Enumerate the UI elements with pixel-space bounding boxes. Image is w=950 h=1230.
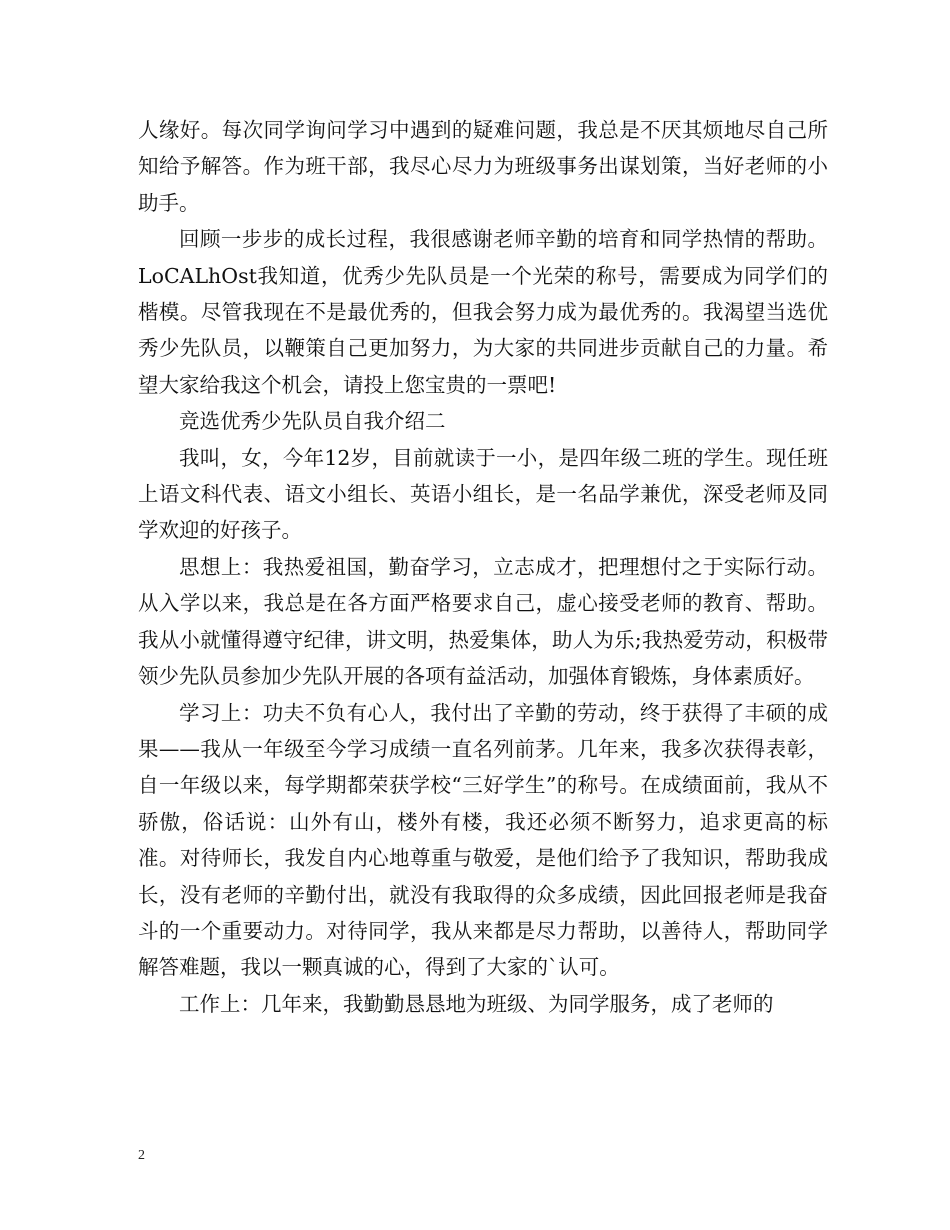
- body-text: [138, 112, 828, 1022]
- paragraph-continued: 人缘好。每次同学询问学习中遇到的疑难问题，我总是不厌其烦地尽自己所知给予解答。作为班干部，我尽心尽力为班级事务出谋划策，当好老师的小助手。: [138, 118, 828, 215]
- paragraph-study: 学习上：功夫不负有心人，我付出了辛勤的劳动，终于获得了丰硕的成果——我从一年级至今学习成绩一直名列前茅。几年来，我多次获得表彰，自一年级以来，每学期都荣获学校“三好学生”的称号。在成绩面前，我从不骄傲，俗话说：山外有山，楼外有楼，我还必须不断努力，追求更高的标准。对待师长，我发自内心地尊重与敬爱，是他们给予了我知识，帮助我成长，没有老师的辛勤付出，就没有我取得的众多成绩，因此回报老师是我奋斗的一个重要动力。对待同学，我从来都是尽力帮助，以善待人，帮助同学解答难题，我以一颗真诚的心，得到了大家的`认可。: [138, 700, 828, 980]
- paragraph-work: 工作上：几年来，我勤勤恳恳地为班级、为同学服务，成了老师的: [179, 991, 774, 1016]
- page-number: 2: [138, 1148, 145, 1163]
- paragraph-intro: 我叫，女，今年12岁，目前就读于一小，是四年级二班的学生。现任班上语文科代表、语文小组长、英语小组长，是一名品学兼优，深受老师及同学欢迎的好孩子。: [138, 445, 828, 543]
- paragraph-reflection: 回顾一步步的成长过程，我很感谢老师辛勤的培育和同学热情的帮助。LoCALhOst我知道，优秀少先队员是一个光荣的称号，需要成为同学们的楷模。尽管我现在不是最优秀的，但我会努力成为最优秀的。我渴望当选优秀少先队员，以鞭策自己更加努力，为大家的共同进步贡献自己的力量。希望大家给我这个机会，请投上您宝贵的一票吧!: [138, 227, 828, 397]
- paragraph-thought: 思想上：我热爱祖国，勤奋学习，立志成才，把理想付之于实际行动。从入学以来，我总是在各方面严格要求自己，虚心接受老师的教育、帮助。我从小就懂得遵守纪律，讲文明，热爱集体，助人为乐;我热爱劳动，积极带领少先队员参加少先队开展的各项有益活动，加强体育锻炼，身体素质好。: [138, 554, 828, 689]
- section-heading: 竞选优秀少先队员自我介绍二: [179, 409, 446, 434]
